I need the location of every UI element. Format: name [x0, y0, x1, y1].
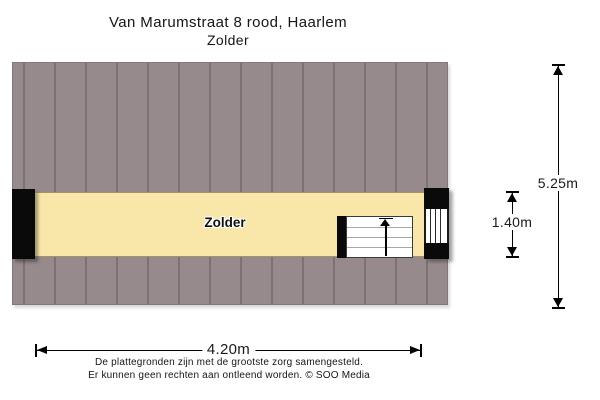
floor-depth-dimension-arrow — [491, 191, 533, 258]
disclaimer-line-1: De plattegronden zijn met de grootste zorg samengesteld. — [94, 357, 364, 368]
arrow-down-icon — [507, 247, 517, 256]
stair-direction-arrow-cap — [379, 218, 393, 220]
right-wall-element — [424, 188, 449, 259]
dimension-cap — [506, 256, 519, 258]
arrow-right-icon — [410, 346, 420, 354]
stair-tread — [347, 227, 412, 228]
title-block — [13, 13, 443, 48]
ladder-line — [435, 209, 436, 243]
dimension-cap — [420, 344, 422, 357]
height-dimension-arrow — [537, 64, 579, 309]
ladder-line — [440, 209, 441, 243]
stair-direction-arrow-head-icon — [380, 219, 390, 226]
dimension-cap — [552, 307, 565, 309]
disclaimer — [3, 356, 455, 382]
stair-tread — [347, 247, 412, 248]
width-dimension-arrow — [35, 340, 422, 358]
roof-area — [12, 62, 448, 305]
width-dimension-label: 4.20m — [202, 341, 255, 358]
stair-tread — [347, 237, 412, 238]
ladder — [424, 209, 449, 243]
arrow-left-icon — [37, 346, 47, 354]
staircase — [346, 216, 413, 258]
arrow-up-icon — [507, 193, 517, 202]
stair-direction-arrow — [385, 225, 387, 256]
arrow-down-icon — [553, 298, 563, 307]
room-label: Zolder — [204, 215, 246, 230]
page-subtitle: Zolder — [206, 32, 250, 48]
right-wall-top — [424, 188, 449, 209]
floor-depth-dimension-label: 1.40m — [491, 214, 533, 230]
page-title: Van Marumstraat 8 rood, Haarlem — [108, 14, 348, 31]
height-dimension-label: 5.25m — [537, 175, 579, 191]
ladder-line — [430, 209, 431, 243]
arrow-up-icon — [553, 66, 563, 75]
stair-side-wall — [337, 216, 346, 258]
disclaimer-line-2: Er kunnen geen rechten aan ontleend worden. © SOO Media — [88, 370, 370, 381]
left-wall — [12, 189, 35, 259]
right-wall-bottom — [424, 243, 449, 259]
